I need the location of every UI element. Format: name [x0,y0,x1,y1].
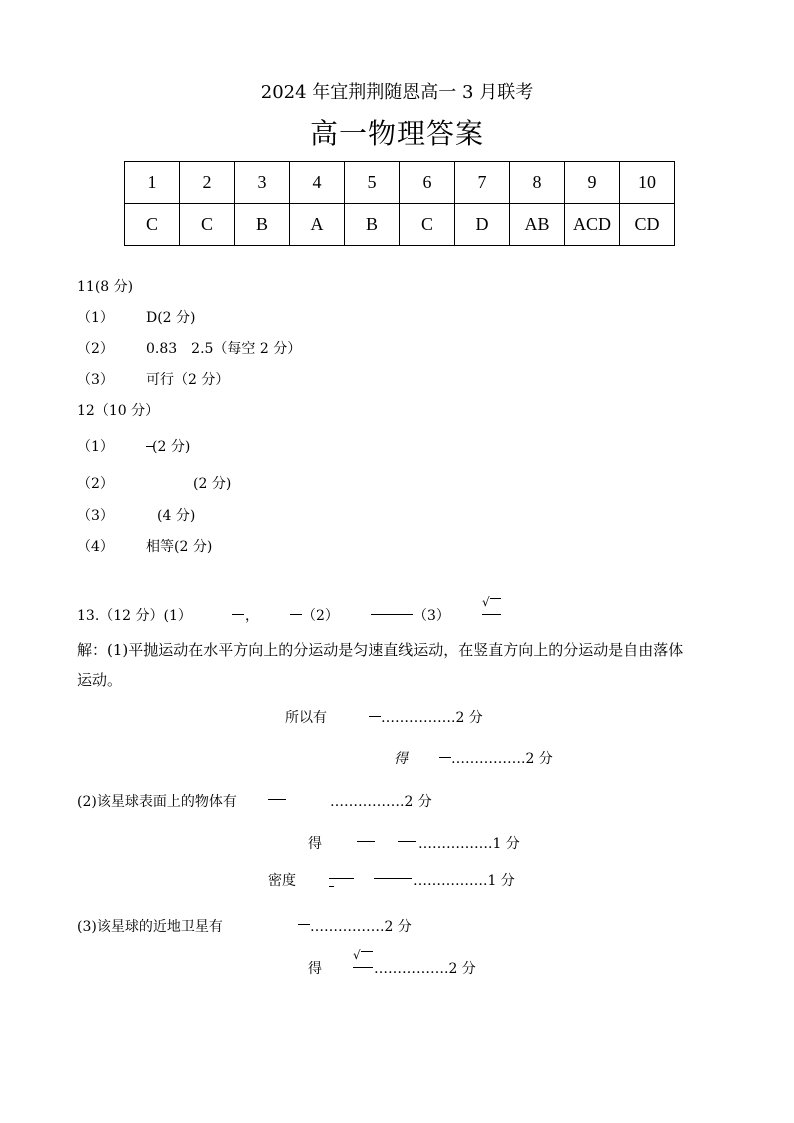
q12-heading: 12（10 分） [77,403,160,419]
fraction-bar [232,614,244,615]
sqrt-overline [490,598,501,599]
question-number: 4 [290,162,345,204]
fraction-bar [353,967,373,968]
score-dots: …………….2 分 [330,794,432,810]
solution-line-2: 运动。 [77,671,123,689]
answer-cell: A [290,204,345,246]
fraction-bar [298,924,310,925]
fraction-bar [329,878,354,879]
obtain-label: 得 [308,961,322,977]
fraction-bar [482,614,501,615]
fraction-bar [329,886,334,887]
q12-part2-answer: (2 分) [193,476,232,492]
q11-part1-answer: D(2 分) [146,310,196,326]
table-row-answers [125,204,675,246]
obtain-label: 得 [394,751,408,767]
score-dots: …………….2 分 [310,919,412,935]
q11-part3-answer: 可行（2 分） [146,372,230,388]
answer-cell: AB [510,204,565,246]
question-number: 5 [345,162,400,204]
sqrt-symbol: √ [353,948,361,962]
so-have-label: 所以有 [285,710,327,726]
q11-part2-label: （2） [77,341,114,357]
question-number: 1 [125,162,180,204]
answer-table [124,161,675,246]
fraction-bar [439,757,451,758]
q13-comma: ， [245,608,259,624]
q12-part2-label: （2） [77,476,114,492]
question-number: 7 [455,162,510,204]
score-dots: …………….2 分 [451,751,553,767]
question-number: 6 [400,162,455,204]
q13-heading: 13.（12 分）(1） [77,608,192,624]
question-number: 2 [180,162,235,204]
fraction-bar [290,614,302,615]
answer-cell: CD [620,204,675,246]
score-dots: …………….1 分 [418,836,520,852]
answer-cell: C [400,204,455,246]
q13-part2-label: （2） [302,608,339,624]
q12-part1-label: （1） [77,439,114,455]
question-number: 3 [235,162,290,204]
fraction-bar [371,614,413,615]
q12-part3-label: （3） [77,508,114,524]
exam-header: 2024 年宜荆荆随恩高一 3 月联考 [260,82,534,103]
fraction-bar [398,841,416,842]
answer-cell: ACD [565,204,620,246]
q11-part3-label: （3） [77,372,114,388]
q12-part3-answer: (4 分) [157,508,196,524]
sqrt-overline [361,951,373,952]
part2-statement: (2)该星球表面上的物体有 [77,794,237,810]
sqrt-symbol: √ [482,595,490,609]
score-dots: …………….1 分 [413,873,515,889]
density-label: 密度 [268,873,296,889]
q13-part3-label: （3） [413,608,450,624]
table-row-numbers [125,162,675,204]
obtain-label: 得 [308,836,322,852]
page-title: 高一物理答案 [309,117,484,150]
answer-cell: B [345,204,400,246]
fraction-bar [369,716,381,717]
question-number: 10 [620,162,675,204]
fraction-bar [357,841,375,842]
answer-cell: D [455,204,510,246]
fraction-bar [268,799,286,800]
score-dots: …………….2 分 [374,961,476,977]
q11-part2-answer: 0.83 2.5（每空 2 分） [146,341,302,357]
q11-heading: 11(8 分) [77,279,134,295]
q12-part1-answer: (2 分) [152,439,191,455]
q12-part4-answer: 相等(2 分) [146,539,213,555]
part3-statement: (3)该星球的近地卫星有 [77,919,223,935]
solution-line-1: 解：(1)平抛运动在水平方向上的分运动是匀速直线运动，在竖直方向上的分运动是自由落体 [77,641,684,659]
answer-cell: B [235,204,290,246]
q11-part1-label: （1） [77,310,114,326]
q12-part4-label: （4） [77,539,114,555]
fraction-bar [374,878,412,879]
score-dots: …………….2 分 [381,710,483,726]
answer-cell: C [125,204,180,246]
question-number: 8 [510,162,565,204]
answer-cell: C [180,204,235,246]
question-number: 9 [565,162,620,204]
